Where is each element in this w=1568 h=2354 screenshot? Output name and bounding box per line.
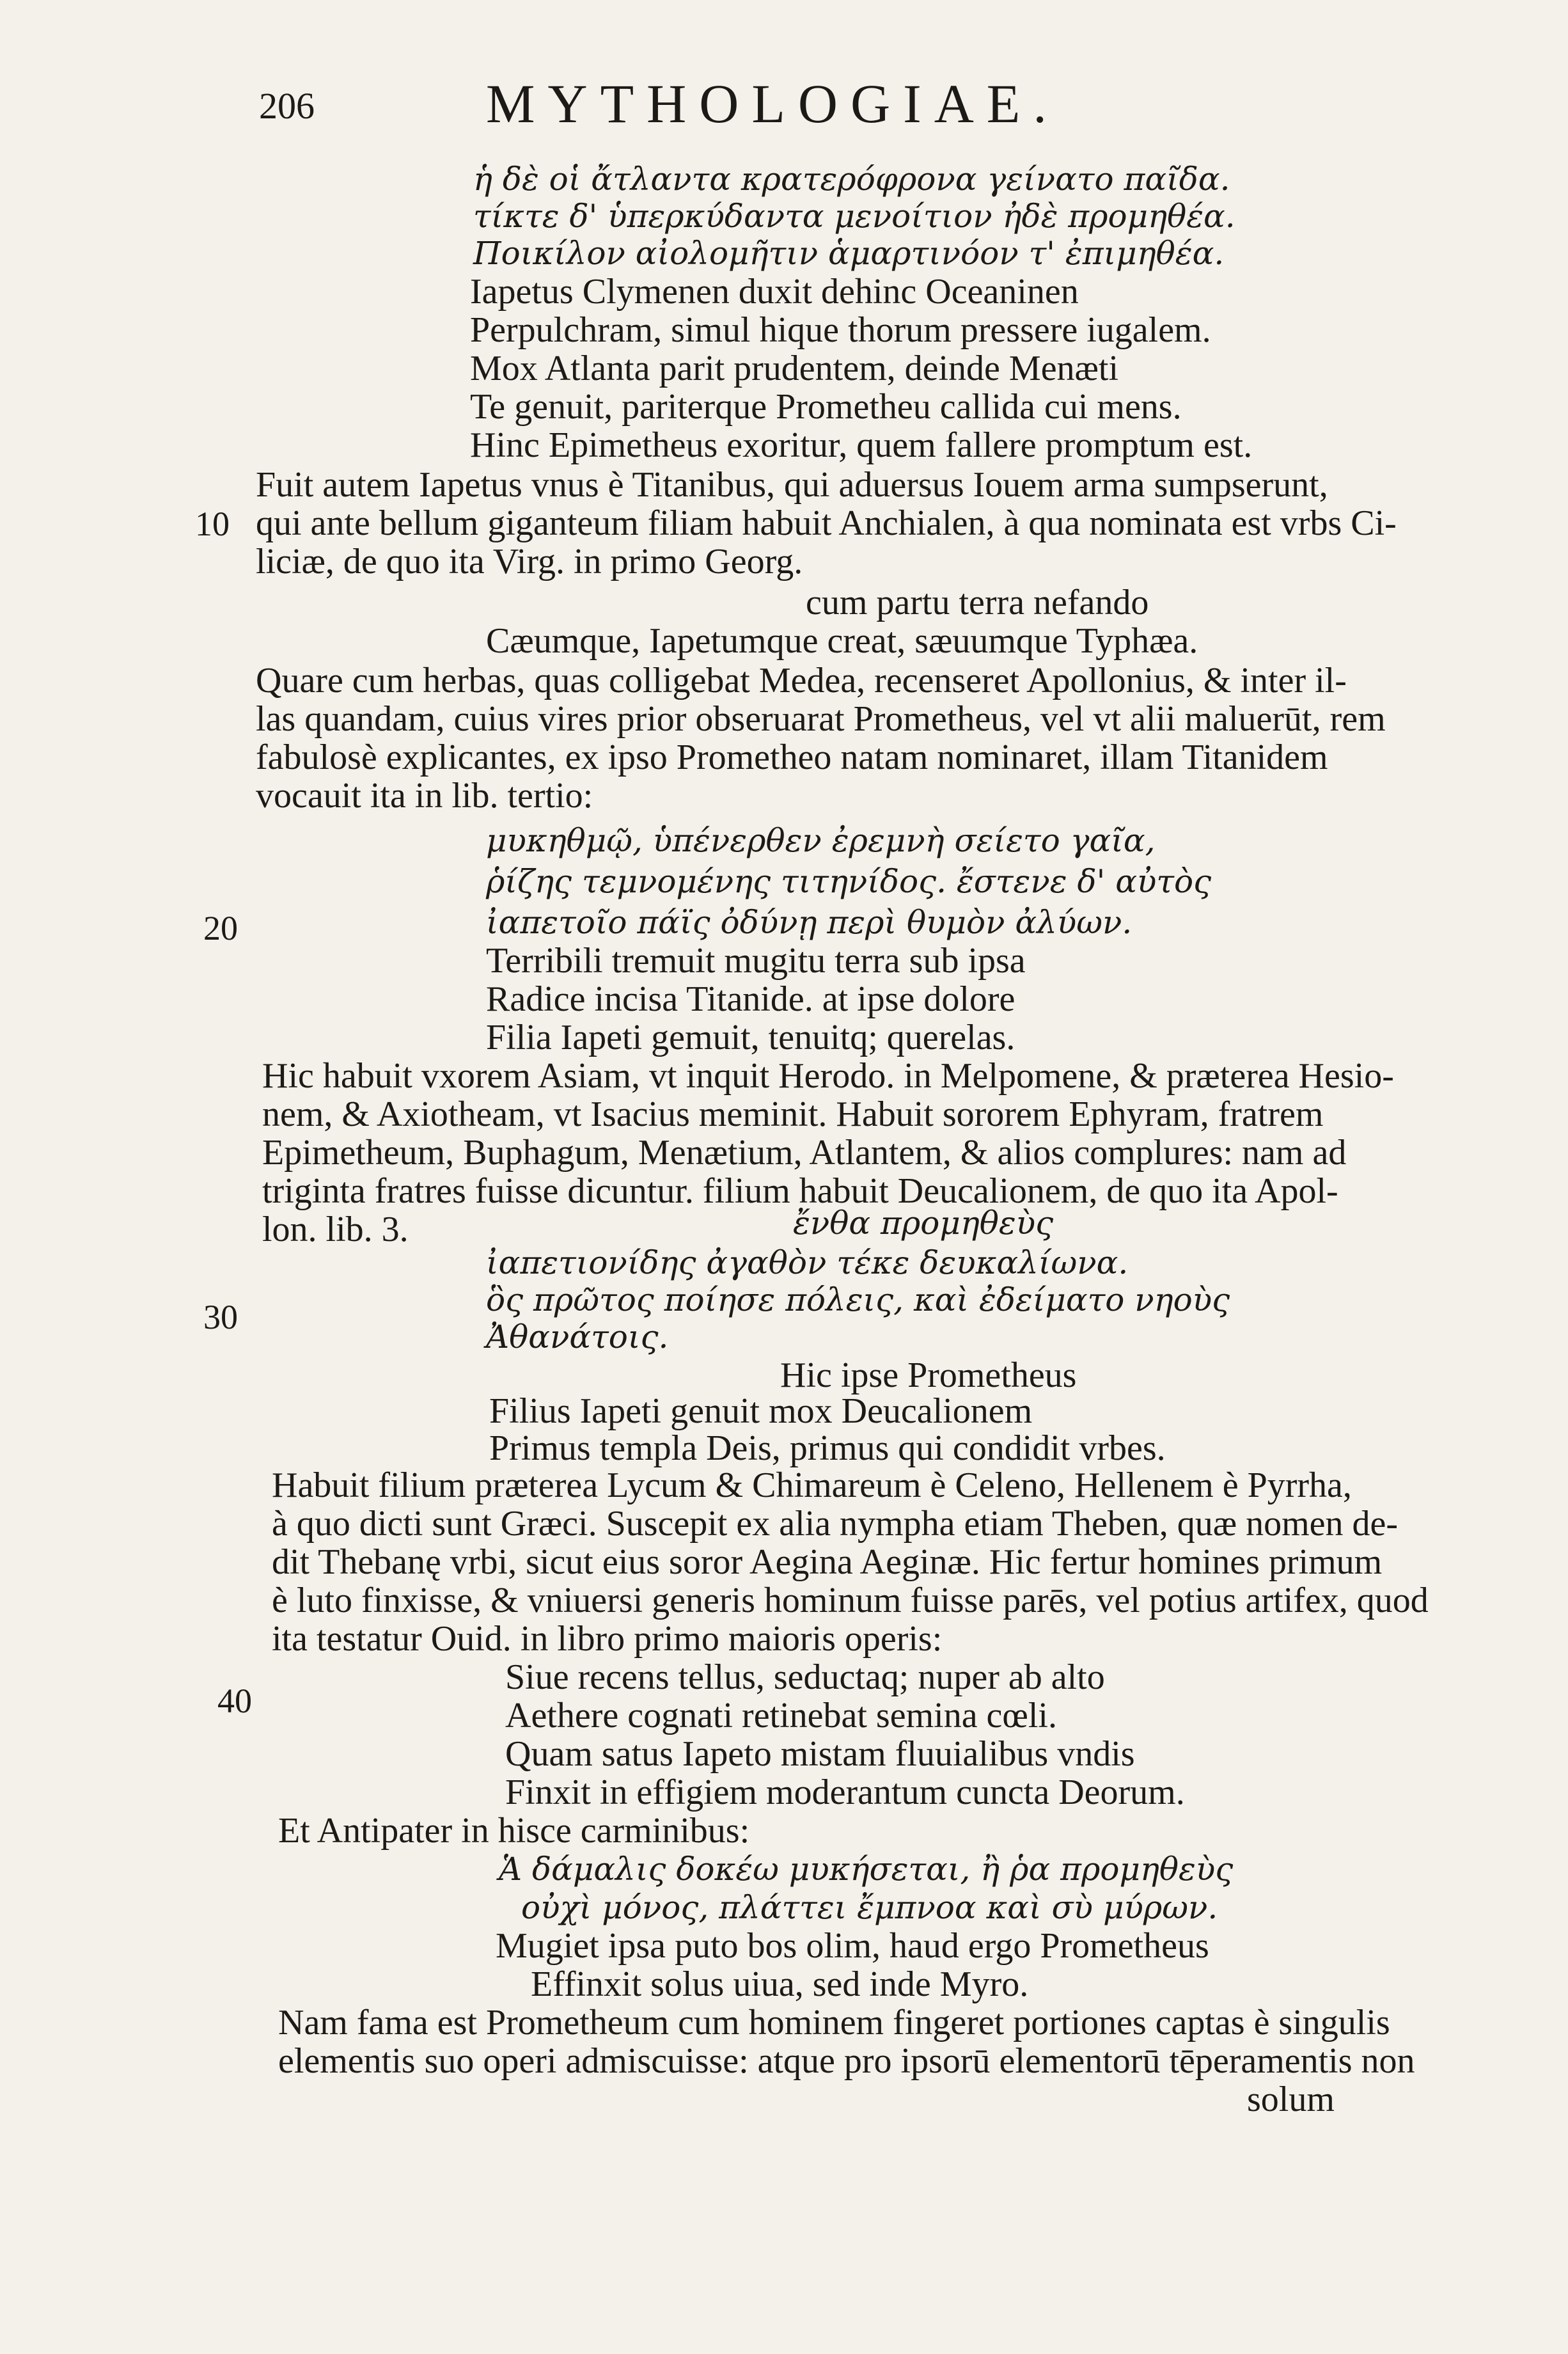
verse-quote: Filius Iapeti genuit mox Deucalionem — [489, 1391, 1033, 1431]
catchword: solum — [1247, 2080, 1335, 2119]
latin-verse: Effinxit solus uiua, sed inde Myro. — [531, 1964, 1029, 2004]
greek-verse: ἔνθα προμηθεὺς — [793, 1205, 1054, 1242]
latin-verse: Iapetus Clymenen duxit dehinc Oceaninen — [470, 272, 1079, 312]
prose-line: Fuit autem Iapetus vnus è Titanibus, qui aduersus Iouem arma sumpserunt, — [256, 465, 1328, 505]
greek-verse: ἡ δὲ οἱ ἄτλαντα κρατερόφρονα γείνατο παῖδα. — [473, 161, 1230, 198]
latin-verse: Hinc Epimetheus exoritur, quem fallere promptum est. — [470, 425, 1253, 465]
prose-line: lon. lib. 3. — [262, 1210, 409, 1249]
latin-verse: Aethere cognati retinebat semina cœli. — [505, 1696, 1057, 1735]
prose-line: nem, & Axiotheam, vt Isacius meminit. Habuit sororem Ephyram, fratrem — [262, 1094, 1324, 1134]
prose-line: qui ante bellum giganteum filiam habuit Anchialen, à qua nominata est vrbs Ci- — [256, 503, 1397, 543]
latin-verse: Quam satus Iapeto mistam fluuialibus vndis — [505, 1734, 1135, 1774]
latin-verse: Finxit in effigiem moderantum cuncta Deorum. — [505, 1773, 1185, 1812]
prose-line: è luto finxisse, & vniuersi generis hominum fuisse parēs, vel potius artifex, quod — [272, 1581, 1429, 1620]
verse-quote: Cæumque, Iapetumque creat, sæuumque Typhæa. — [486, 621, 1198, 661]
running-head: MYTHOLOGIAE. — [486, 73, 1060, 134]
latin-verse: Filia Iapeti gemuit, tenuitq; querelas. — [486, 1018, 1015, 1057]
prose-line: fabulosè explicantes, ex ipso Prometheo natam nominaret, illam Titanidem — [256, 738, 1328, 777]
greek-verse: ῥίζης τεμνομένης τιτηνίδος. ἔστενε δ' αὐτὸς — [486, 863, 1212, 900]
prose-line: Quare cum herbas, quas colligebat Medea, recenseret Apollonius, & inter il- — [256, 661, 1347, 700]
latin-verse: Terribili tremuit mugitu terra sub ipsa — [486, 941, 1026, 981]
line-number-40: 40 — [217, 1682, 252, 1720]
latin-verse: Te genuit, pariterque Prometheu callida cui mens. — [470, 387, 1182, 427]
latin-verse: Mugiet ipsa puto bos olim, haud ergo Prometheus — [496, 1926, 1209, 1966]
prose-line: elementis suo operi admiscuisse: atque pro ipsorū elementorū tēperamentis non — [278, 2041, 1415, 2081]
line-number-10: 10 — [195, 505, 230, 543]
prose-line: las quandam, cuius vires prior obseruarat Prometheus, vel vt alii maluerūt, rem — [256, 699, 1386, 739]
greek-verse: Ἁ δάμαλις δοκέω μυκήσεται, ἢ ῥα προμηθεὺς — [499, 1851, 1234, 1888]
prose-line: ita testatur Ouid. in libro primo maioris operis: — [272, 1619, 943, 1659]
prose-line: Hic habuit vxorem Asiam, vt inquit Herodo. in Melpomene, & præterea Hesio- — [262, 1056, 1394, 1096]
verse-quote: Primus templa Deis, primus qui condidit vrbes. — [489, 1428, 1166, 1468]
prose-line: vocauit ita in lib. tertio: — [256, 776, 593, 816]
latin-verse: Siue recens tellus, seductaq; nuper ab alto — [505, 1657, 1105, 1697]
latin-verse: Radice incisa Titanide. at ipse dolore — [486, 979, 1015, 1019]
greek-verse: ἰαπετιονίδης ἀγαθὸν τέκε δευκαλίωνα. — [486, 1244, 1129, 1281]
latin-verse: Mox Atlanta parit prudentem, deinde Menæti — [470, 349, 1119, 388]
verse-quote: Hic ipse Prometheus — [780, 1355, 1077, 1395]
greek-verse: ἰαπετοῖο πάϊς ὀδύνῃ περὶ θυμὸν ἀλύων. — [486, 904, 1133, 941]
greek-verse: ὃς πρῶτος ποίησε πόλεις, καὶ ἐδείματο νηοὺς — [486, 1281, 1230, 1318]
line-number-20: 20 — [203, 909, 238, 947]
prose-line: Habuit filium præterea Lycum & Chimareum è Celeno, Hellenem è Pyrrha, — [272, 1465, 1352, 1505]
prose-line: triginta fratres fuisse dicuntur. filium habuit Deucalionem, de quo ita Apol- — [262, 1171, 1338, 1211]
greek-verse: τίκτε δ' ὑπερκύδαντα μενοίτιον ἠδὲ προμηθέα. — [473, 198, 1235, 235]
greek-verse: Ποικίλον αἰολομῆτιν ἁμαρτινόον τ' ἐπιμηθέα. — [473, 235, 1225, 272]
prose-line: Et Antipater in hisce carminibus: — [278, 1811, 750, 1851]
greek-verse: Ἀθανάτοις. — [486, 1318, 669, 1355]
greek-verse: μυκηθμῷ, ὑπένερθεν ἐρεμνὴ σείετο γαῖα, — [486, 822, 1156, 859]
page-number: 206 — [259, 85, 315, 127]
prose-line: Epimetheum, Buphagum, Menætium, Atlantem, & alios complures: nam ad — [262, 1133, 1347, 1173]
line-number-30: 30 — [203, 1298, 238, 1336]
prose-line: Nam fama est Prometheum cum hominem fingeret portiones captas è singulis — [278, 2003, 1390, 2042]
prose-line: à quo dicti sunt Græci. Suscepit ex alia nympha etiam Theben, quæ nomen de- — [272, 1504, 1399, 1544]
verse-quote: cum partu terra nefando — [806, 583, 1149, 622]
greek-verse: οὐχὶ μόνος, πλάττει ἔμπνοα καὶ σὺ μύρων. — [521, 1889, 1218, 1926]
prose-line: liciæ, de quo ita Virg. in primo Georg. — [256, 542, 803, 581]
prose-line: dit Thebanę vrbi, sicut eius soror Aegina Aeginæ. Hic fertur homines primum — [272, 1542, 1383, 1582]
latin-verse: Perpulchram, simul hique thorum pressere iugalem. — [470, 310, 1211, 350]
